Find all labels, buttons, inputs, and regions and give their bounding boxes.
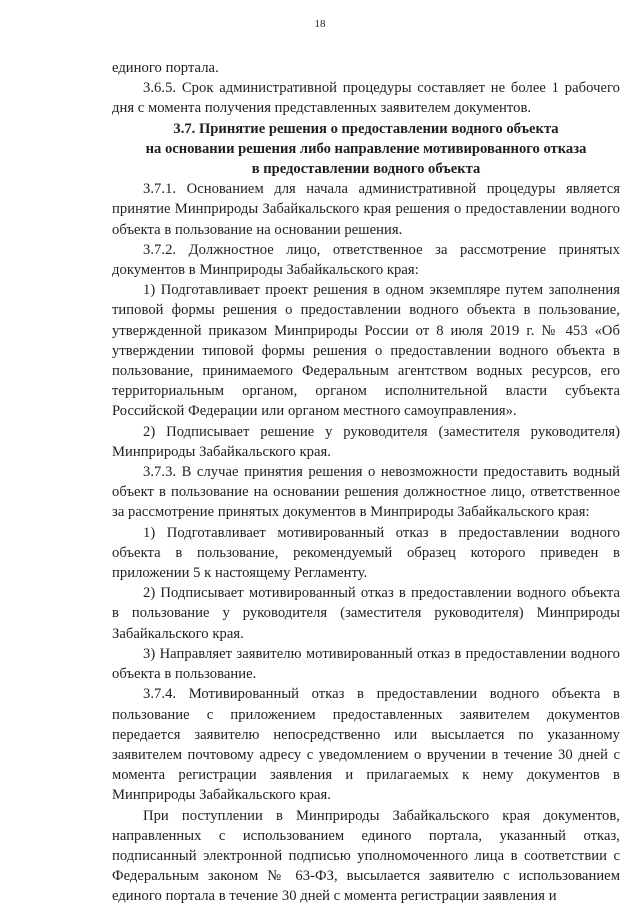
section-heading-3-7 bbox=[112, 119, 620, 180]
paragraph-continuation: единого портала. bbox=[112, 60, 219, 76]
paragraph-electronic-submission: При поступлении в Минприроды Забайкальского края документов, направленных с использованием единого портала, указанный отказ, подписанный электронной подписью уполномоченного лица в соответствии с Федеральным законом № 63-ФЗ, высылается заявителю с использованием единого портала в течение 30 дней с момента регистрации заявления и bbox=[112, 807, 620, 905]
heading-line-3: в предоставлении водного объекта bbox=[251, 161, 481, 178]
page-number: 18 bbox=[314, 18, 326, 30]
list-item-3-7-3-3: 3) Направляет заявителю мотивированный отказ в предоставлении водного объекта в пользование. bbox=[112, 645, 620, 683]
heading-line-2: на основании решения либо направление мотивированного отказа bbox=[145, 140, 587, 157]
list-item-3-7-2-2: 2) Подписывает решение у руководителя (заместителя руководителя) Минприроды Забайкальского края. bbox=[112, 423, 620, 460]
list-item-3-7-3-1: 1) Подготавливает мотивированный отказ в предоставлении водного объекта в пользование, рекомендуемый образец которого приведен в приложении 5 к настоящему Регламенту. bbox=[112, 524, 620, 582]
paragraph-3-7-3: 3.7.3. В случае принятия решения о невозможности предоставить водный объект в пользование на основании решения должностное лицо, ответственное за рассмотрение принятых документов в Минприроды Забайкальского края: bbox=[112, 464, 620, 521]
heading-line-1: 3.7. Принятие решения о предоставлении водного объекта bbox=[173, 120, 559, 137]
list-item-3-7-3-2: 2) Подписывает мотивированный отказ в предоставлении водного объекта в пользование у руководителя (заместителя руководителя) Минприроды Забайкальского края. bbox=[112, 585, 620, 642]
paragraph-3-6-5: 3.6.5. Срок административной процедуры составляет не более 1 рабочего дня с момента получения представленных заявителем документов. bbox=[112, 80, 620, 117]
paragraph-3-7-1: 3.7.1. Основанием для начала административной процедуры является принятие Минприроды Забайкальского края решения о предоставлении водного объекта в пользование на основании решения. bbox=[112, 181, 620, 238]
list-item-3-7-2-1: 1) Подготавливает проект решения в одном экземпляре путем заполнения типовой формы решения о предоставлении водного объекта в пользование, утвержденной приказом Минприроды России от 8 июля 2019 г. № 453 «Об утверждении типовой формы решения о предоставлении водного объекта в пользование, принимаемого Федеральным агентством водных ресурсов, его территориальным органом, органом исполнительной власти субъекта Российской Федерации или органом местного самоуправления». bbox=[112, 282, 620, 420]
paragraph-3-7-2: 3.7.2. Должностное лицо, ответственное за рассмотрение принятых документов в Минприроды Забайкальского края: bbox=[112, 241, 620, 279]
paragraph-3-7-4: 3.7.4. Мотивированный отказ в предоставлении водного объекта в пользование с приложением предоставленных заявителем документов передается заявителю непосредственно или высылается по указанному заявителем почтовому адресу с уведомлением о вручении в течение 30 дней с момента регистрации заявления и прилагаемых к нему документов в Минприроды Забайкальского края. bbox=[112, 686, 620, 804]
